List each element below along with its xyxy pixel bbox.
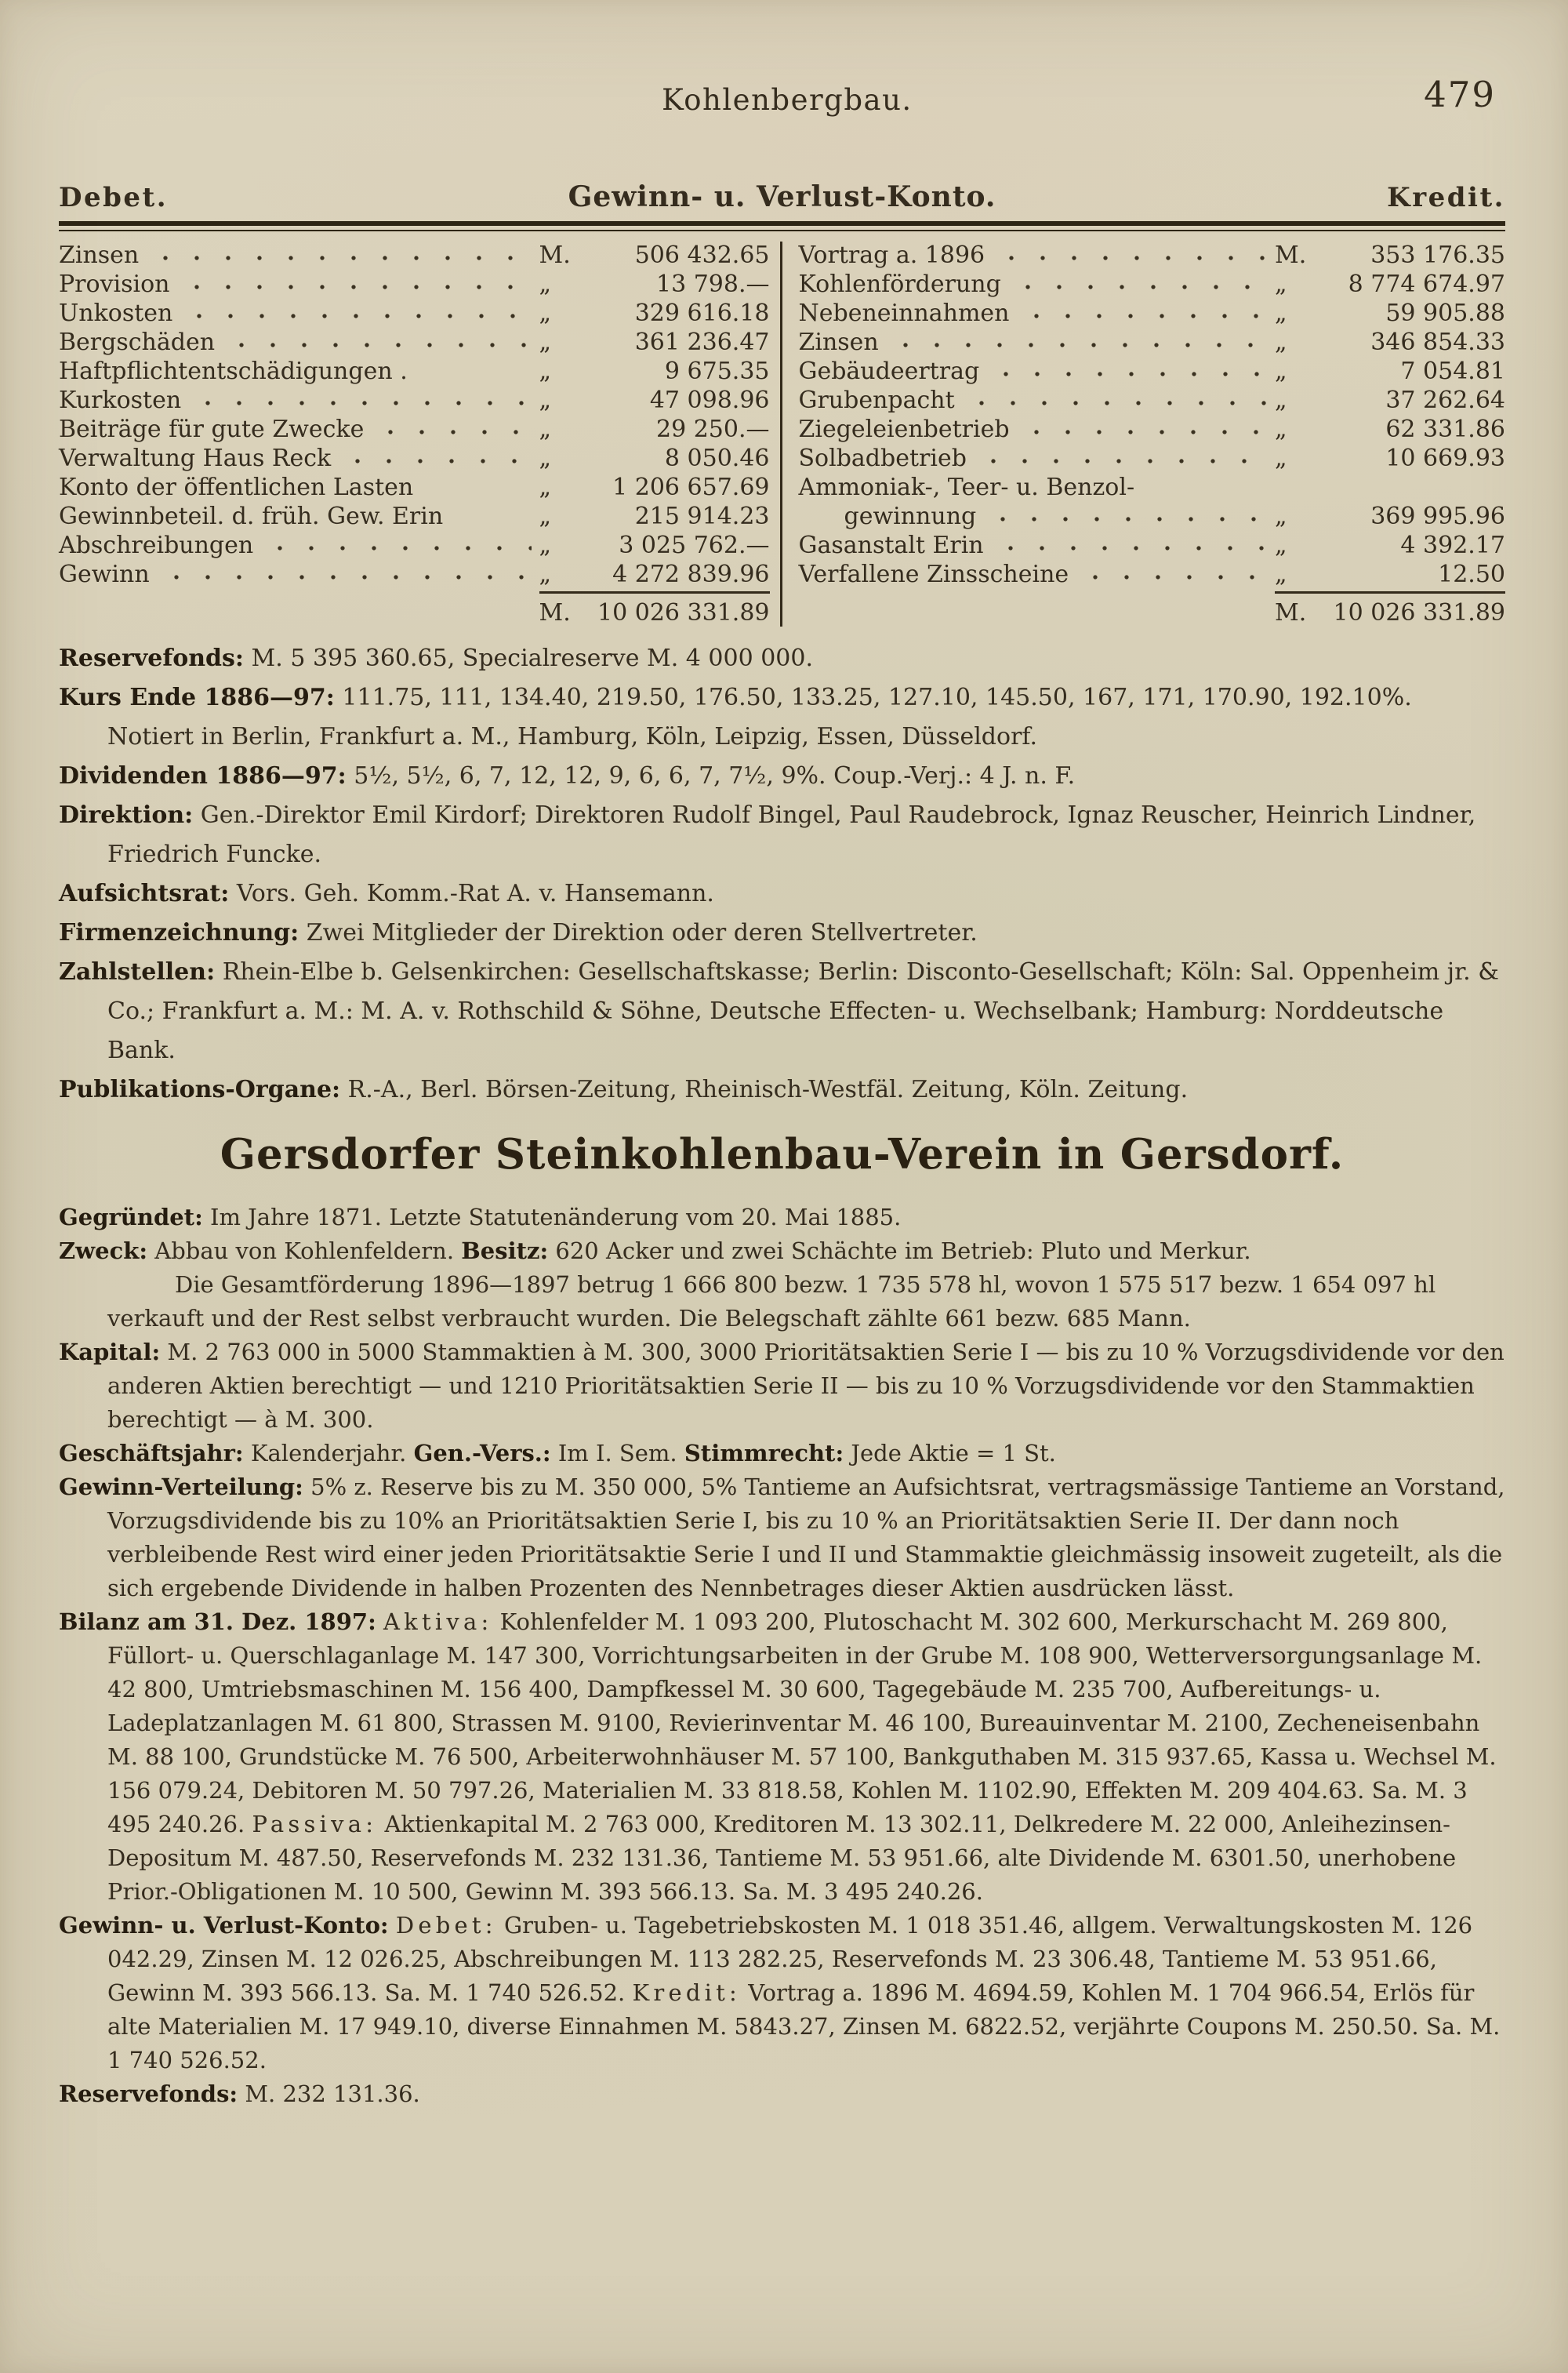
spaced-label: Aktiva: [383, 1608, 493, 1635]
dot-leader [419, 474, 531, 503]
dot-leader [370, 416, 531, 445]
row-label: Konto der öffentlichen Lasten [59, 474, 414, 501]
lead-label: Gewinn-Verteilung: [59, 1474, 303, 1500]
debit-total [539, 591, 770, 627]
account-row [799, 503, 1506, 532]
text-run: 5½, 5½, 6, 7, 12, 12, 9, 6, 6, 7, 7½, 9%. Coup.-Verj.: 4 J. n. F. [346, 762, 1076, 790]
row-amount: 361 236.47 [634, 329, 770, 356]
text-run: Abbau von Kohlenfeldern. [147, 1237, 462, 1264]
paragraph [59, 874, 1505, 914]
row-amount: 7 054.81 [1400, 358, 1505, 385]
currency-mark: „ [1275, 329, 1287, 356]
currency-mark: „ [1275, 300, 1287, 327]
running-title: Kohlenbergbau. [662, 83, 913, 117]
account-row [799, 474, 1506, 503]
dot-leader [449, 503, 531, 532]
paragraph [59, 796, 1505, 874]
account-row [59, 271, 770, 300]
row-amount: 4 272 839.96 [612, 561, 770, 588]
page-number: 479 [1424, 74, 1496, 115]
account-row [799, 445, 1506, 474]
lead-label: Gen.-Vers.: [413, 1440, 551, 1466]
account-row [59, 532, 770, 561]
text-run [376, 1608, 383, 1635]
row-label: Beiträge für gute Zwecke [59, 416, 365, 443]
currency-mark: M. [1275, 242, 1307, 269]
debit-rows [59, 242, 770, 590]
currency-mark: „ [539, 474, 552, 501]
spaced-label: Passiva: [252, 1811, 378, 1837]
account-row [799, 300, 1506, 329]
paragraph [59, 678, 1505, 757]
lead-label: Besitz: [461, 1237, 549, 1264]
spaced-label: Kredit: [632, 1979, 741, 2006]
row-amount: 13 798.— [655, 271, 770, 298]
paragraph [59, 1070, 1505, 1110]
text-run: Jede Aktie = 1 St. [844, 1440, 1056, 1466]
account-row [59, 358, 770, 387]
account-table [59, 242, 1505, 627]
paragraph [59, 1470, 1505, 1605]
account-row [799, 387, 1506, 416]
row-label: Verwaltung Haus Reck [59, 445, 332, 472]
paragraph [59, 1335, 1505, 1437]
currency-mark: M. [539, 599, 571, 627]
text-run: Kohlenfelder M. 1 093 200, Plutoschacht M. 302 600, Merkurschacht M. 269 800, Füllort- u. Querschlaganlage M. 147 300, Vorrichtungsarbeiten in der Grube M. 108 900, Wetterversorgungsanlage M. 42 800, Umtriebsmaschinen M. 156 400, Dampfkessel M. 30 600, Tagegebäude M. 235 700, Aufbereitungs- u. Ladeplatzanlagen M. 61 800, Strassen M. 9100, Revierinventar M. 46 100, Bureauinventar M. 2100, Zecheneisenbahn M. 88 100, Grundstücke M. 76 500, Arbeiterwohnhäuser M. 57 100, Bankguthaben M. 315 937.65, Kassa u. Wechsel M. 156 079.24, Debitoren M. 50 797.26, Materialien M. 33 818.58, Kohlen M. 1102.90, Effekten M. 209 404.63. Sa. M. 3 495 240.26. [107, 1608, 1497, 1837]
lead-label: Publikations-Organe: [59, 1076, 341, 1103]
text-run: Zwei Mitglieder der Direktion oder deren Stellvertreter. [299, 919, 978, 947]
account-row [59, 503, 770, 532]
dot-leader [260, 532, 531, 561]
lead-label: Direktion: [59, 801, 194, 829]
text-run: Kalenderjahr. [243, 1440, 414, 1466]
dot-leader [176, 271, 532, 300]
account-table-title: Gewinn- u. Verlust-Konto. [568, 180, 996, 213]
row-label: Gewinnbeteil. d. früh. Gew. Erin [59, 503, 444, 530]
row-label: Solbadbetrieb [798, 445, 967, 472]
debit-total-row [59, 591, 770, 627]
row-amount: 10 669.93 [1385, 445, 1505, 472]
account-table-header [59, 180, 1505, 213]
dot-leader [961, 387, 1267, 416]
text-run: 5% z. Reserve bis zu M. 350 000, 5% Tantieme an Aufsichtsrat, vertragsmässige Tantieme an Vorstand, Vorzugsdividende bis zu 10% an Prioritätsaktien Serie I, bis zu 10 % an Prioritätsaktien Serie II. Der dann noch verbleibende Rest wird einer jeden Prioritätsaktie Serie I und II und Stammaktie gleichmässig insoweit zugeteilt, als die sich ergebende Dividende in halben Prozenten des Nennbetrages dieser Aktien ausdrücken lässt. [107, 1474, 1505, 1601]
row-label: Verfallene Zinsscheine [798, 561, 1069, 588]
row-label: Gasanstalt Erin [798, 532, 984, 559]
paragraph [59, 757, 1505, 796]
account-row [799, 561, 1506, 590]
text-run: Vors. Geh. Komm.-Rat A. v. Hansemann. [229, 880, 714, 907]
row-label: Abschreibungen [59, 532, 254, 559]
account-row [799, 329, 1506, 358]
dot-leader [990, 532, 1267, 561]
row-label: Grubenpacht [798, 387, 955, 414]
account-row [799, 532, 1506, 561]
header-rule-thick [59, 221, 1505, 226]
dot-leader [145, 242, 531, 271]
dot-leader [1007, 271, 1267, 300]
account-row [799, 271, 1506, 300]
text-run [389, 1912, 396, 1939]
currency-mark: „ [1275, 532, 1287, 559]
row-amount: 506 432.65 [634, 242, 770, 269]
currency-mark: M. [539, 242, 571, 269]
section-paragraphs [59, 1201, 1505, 2111]
row-label: Gewinn [59, 561, 150, 588]
dot-leader [187, 387, 531, 416]
dot-leader [221, 329, 531, 358]
paragraph [59, 1909, 1505, 2077]
dot-leader [179, 300, 531, 329]
account-row [59, 242, 770, 271]
row-label: Unkosten [59, 300, 173, 327]
dot-leader [985, 358, 1267, 387]
currency-mark: „ [539, 445, 552, 472]
account-row [59, 329, 770, 358]
text-run: M. 2 763 000 in 5000 Stammaktien à M. 300, 3000 Prioritätsaktien Serie I — bis zu 10 % Vorzugsdividende vor den anderen Aktien berechtigt — und 1210 Prioritätsaktien Serie II — bis zu 10 % Vorzugsdividende vor den Stammaktien berechtigt — à M. 300. [107, 1339, 1504, 1433]
lead-label: Dividenden 1886—97: [59, 762, 347, 790]
dot-leader [337, 445, 531, 474]
account-row [59, 416, 770, 445]
currency-mark: „ [1275, 445, 1287, 472]
text-run: M. 5 395 360.65, Specialreserve M. 4 000 000. [244, 645, 814, 672]
paragraph [59, 1605, 1505, 1909]
credit-total [1275, 591, 1505, 627]
lead-label: Stimmrecht: [684, 1440, 844, 1466]
lead-label: Firmenzeichnung: [59, 919, 299, 947]
credit-header: Kredit. [1387, 182, 1505, 213]
text-run: R.-A., Berl. Börsen-Zeitung, Rheinisch-Westfäl. Zeitung, Köln. Zeitung. [340, 1076, 1189, 1103]
currency-mark: „ [1275, 561, 1287, 588]
spaced-label: Debet: [395, 1912, 497, 1939]
debit-header: Debet. [59, 182, 169, 213]
dot-leader [982, 503, 1267, 532]
currency-mark: „ [1275, 503, 1287, 530]
row-amount: 29 250.— [655, 416, 770, 443]
section-heading: Gersdorfer Steinkohlenbau-Verein in Gersdorf. [220, 1130, 1345, 1179]
lead-label: Aufsichtsrat: [59, 880, 230, 907]
row-amount: 369 995.96 [1370, 503, 1505, 530]
row-amount: 8 774 674.97 [1348, 271, 1505, 298]
paragraph [59, 953, 1505, 1070]
text-run: Im I. Sem. [550, 1440, 684, 1466]
row-label: Zinsen [59, 242, 140, 269]
row-amount: 215 914.23 [634, 503, 770, 530]
lead-label: Zahlstellen: [59, 958, 216, 986]
row-amount: 346 854.33 [1370, 329, 1505, 356]
text-run: Die Gesamtförderung 1896—1897 betrug 1 666 800 bezw. 1 735 578 hl, wovon 1 575 517 bezw. 1 654 097 hl verkauft und der Rest selbst verbraucht wurden. Die Belegschaft zählte 661 bezw. 685 Mann. [107, 1271, 1436, 1332]
currency-mark: „ [539, 503, 552, 530]
text-run: Im Jahre 1871. Letzte Statutenänderung vom 20. Mai 1885. [202, 1204, 902, 1230]
account-row [59, 387, 770, 416]
lead-label: Bilanz am 31. Dez. 1897: [59, 1608, 376, 1635]
text-run: Vortrag a. 1896 M. 4694.59, Kohlen M. 1 704 966.54, Erlös für alte Materialien M. 17 949.10, diverse Einnahmen M. 5843.27, Zinsen M. 6822.52, verjährte Coupons M. 250.50. Sa. M. 1 740 526.52. [107, 1979, 1501, 2073]
text-run: Gruben- u. Tagebetriebskosten M. 1 018 351.46, allgem. Verwaltungskosten M. 126 042.29, Zinsen M. 12 026.25, Abschreibungen M. 113 282.25, Reservefonds M. 23 306.48, Tantieme M. 53 951.66, Gewinn M. 393 566.13. Sa. M. 1 740 526.52. [107, 1912, 1473, 2006]
paragraph [59, 1201, 1505, 1234]
currency-mark: „ [539, 271, 552, 298]
lead-label: Reservefonds: [59, 645, 244, 672]
dot-leader [991, 242, 1267, 271]
row-amount: 4 392.17 [1400, 532, 1505, 559]
lead-label: Gewinn- u. Verlust-Konto: [59, 1912, 389, 1939]
currency-mark: „ [539, 387, 552, 414]
currency-mark: „ [1275, 387, 1287, 414]
text-run: Gen.-Direktor Emil Kirdorf; Direktoren Rudolf Bingel, Paul Raudebrock, Ignaz Reuscher, Heinrich Lindner, Friedrich Funcke. [107, 801, 1476, 868]
lead-label: Geschäftsjahr: [59, 1440, 244, 1466]
paragraph [59, 639, 1505, 678]
text-run: Aktienkapital M. 2 763 000, Kreditoren M. 13 302.11, Delkredere M. 22 000, Anleihezinsen-Depositum M. 487.50, Reservefonds M. 232 131.36, Tantieme M. 53 951.66, alte Dividende M. 6301.50, unerhobene Prior.-Obligationen M. 10 500, Gewinn M. 393 566.13. Sa. M. 3 495 240.26. [107, 1811, 1457, 1905]
row-amount: 329 616.18 [634, 300, 770, 327]
credit-total-row [799, 591, 1506, 627]
row-label: Kurkosten [59, 387, 182, 414]
dot-leader [1016, 416, 1267, 445]
currency-mark: M. [1275, 599, 1307, 627]
dot-leader [885, 329, 1267, 358]
row-label: Haftpflichtentschädigungen . [59, 358, 408, 385]
debit-column [59, 242, 782, 627]
lead-label: Gegründet: [59, 1204, 203, 1230]
paragraph [59, 2077, 1505, 2111]
header-rule-thin [59, 230, 1505, 231]
text-run: Rhein-Elbe b. Gelsenkirchen: Gesellschaftskasse; Berlin: Disconto-Gesellschaft; Köln: Sal. Oppenheim jr. & Co.; Frankfurt a. M.: M. A. v. Rothschild & Söhne, Deutsche Effecten- u. Wechselbank; Hamburg: Norddeutsche Bank. [107, 958, 1499, 1064]
text-run: M. 232 131.36. [238, 2080, 420, 2107]
currency-mark: „ [539, 416, 552, 443]
credit-rows [799, 242, 1506, 590]
row-amount: 62 331.86 [1385, 416, 1505, 443]
paragraph [59, 1234, 1505, 1268]
row-amount: 47 098.96 [649, 387, 770, 414]
account-row [799, 358, 1506, 387]
lead-label: Zweck: [59, 1237, 148, 1264]
row-amount: 3 025 762.— [619, 532, 770, 559]
lead-label: Kapital: [59, 1339, 161, 1365]
paragraph [59, 1437, 1505, 1470]
row-label: Ammoniak-, Teer- u. Benzol- [798, 474, 1135, 501]
dot-leader [1016, 300, 1267, 329]
currency-mark: „ [539, 329, 552, 356]
account-row [59, 445, 770, 474]
account-row [59, 300, 770, 329]
row-amount: 9 675.35 [664, 358, 770, 385]
company-info-paragraphs [59, 639, 1505, 1110]
currency-mark: „ [539, 358, 552, 385]
text-run: 111.75, 111, 134.40, 219.50, 176.50, 133.25, 127.10, 145.50, 167, 171, 170.90, 192.10%. Notiert in Berlin, Frankfurt a. M., Hamburg, Köln, Leipzig, Essen, Düsseldorf. [107, 684, 1412, 750]
row-label: Nebeneinnahmen [798, 300, 1010, 327]
dot-leader [156, 561, 532, 590]
paragraph [107, 1268, 1505, 1335]
row-amount: 8 050.46 [664, 445, 770, 472]
row-label: Kohlenförderung [798, 271, 1001, 298]
row-label: Vortrag a. 1896 [798, 242, 985, 269]
total-amount: 10 026 331.89 [597, 599, 770, 627]
row-label: Provision [59, 271, 170, 298]
currency-mark: „ [1275, 271, 1287, 298]
row-label: Bergschäden [59, 329, 216, 356]
row-label: Ziegeleienbetrieb [798, 416, 1010, 443]
account-row [799, 416, 1506, 445]
row-amount: 1 206 657.69 [612, 474, 770, 501]
row-amount: 353 176.35 [1370, 242, 1505, 269]
row-amount: 37 262.64 [1385, 387, 1505, 414]
row-amount: 12.50 [1438, 561, 1505, 588]
credit-column [782, 242, 1506, 627]
currency-mark: „ [1275, 358, 1287, 385]
text-run: 620 Acker und zwei Schächte im Betrieb: Pluto und Merkur. [548, 1237, 1251, 1264]
row-label: Zinsen [798, 329, 879, 356]
paragraph [59, 914, 1505, 953]
row-label: gewinnung [844, 503, 977, 530]
account-row [59, 561, 770, 590]
account-row [799, 242, 1506, 271]
currency-mark: „ [1275, 416, 1287, 443]
page-header [59, 72, 1505, 129]
lead-label: Kurs Ende 1886—97: [59, 684, 335, 711]
row-label: Gebäudeertrag [798, 358, 980, 385]
dot-leader [414, 358, 532, 387]
lead-label: Reservefonds: [59, 2080, 238, 2107]
total-amount: 10 026 331.89 [1333, 599, 1505, 627]
row-amount: 59 905.88 [1385, 300, 1505, 327]
account-row [59, 474, 770, 503]
dot-leader [973, 445, 1267, 474]
currency-mark: „ [539, 532, 552, 559]
dot-leader [1075, 561, 1267, 590]
dot-leader [1141, 474, 1267, 503]
currency-mark: „ [539, 300, 552, 327]
currency-mark: „ [539, 561, 552, 588]
